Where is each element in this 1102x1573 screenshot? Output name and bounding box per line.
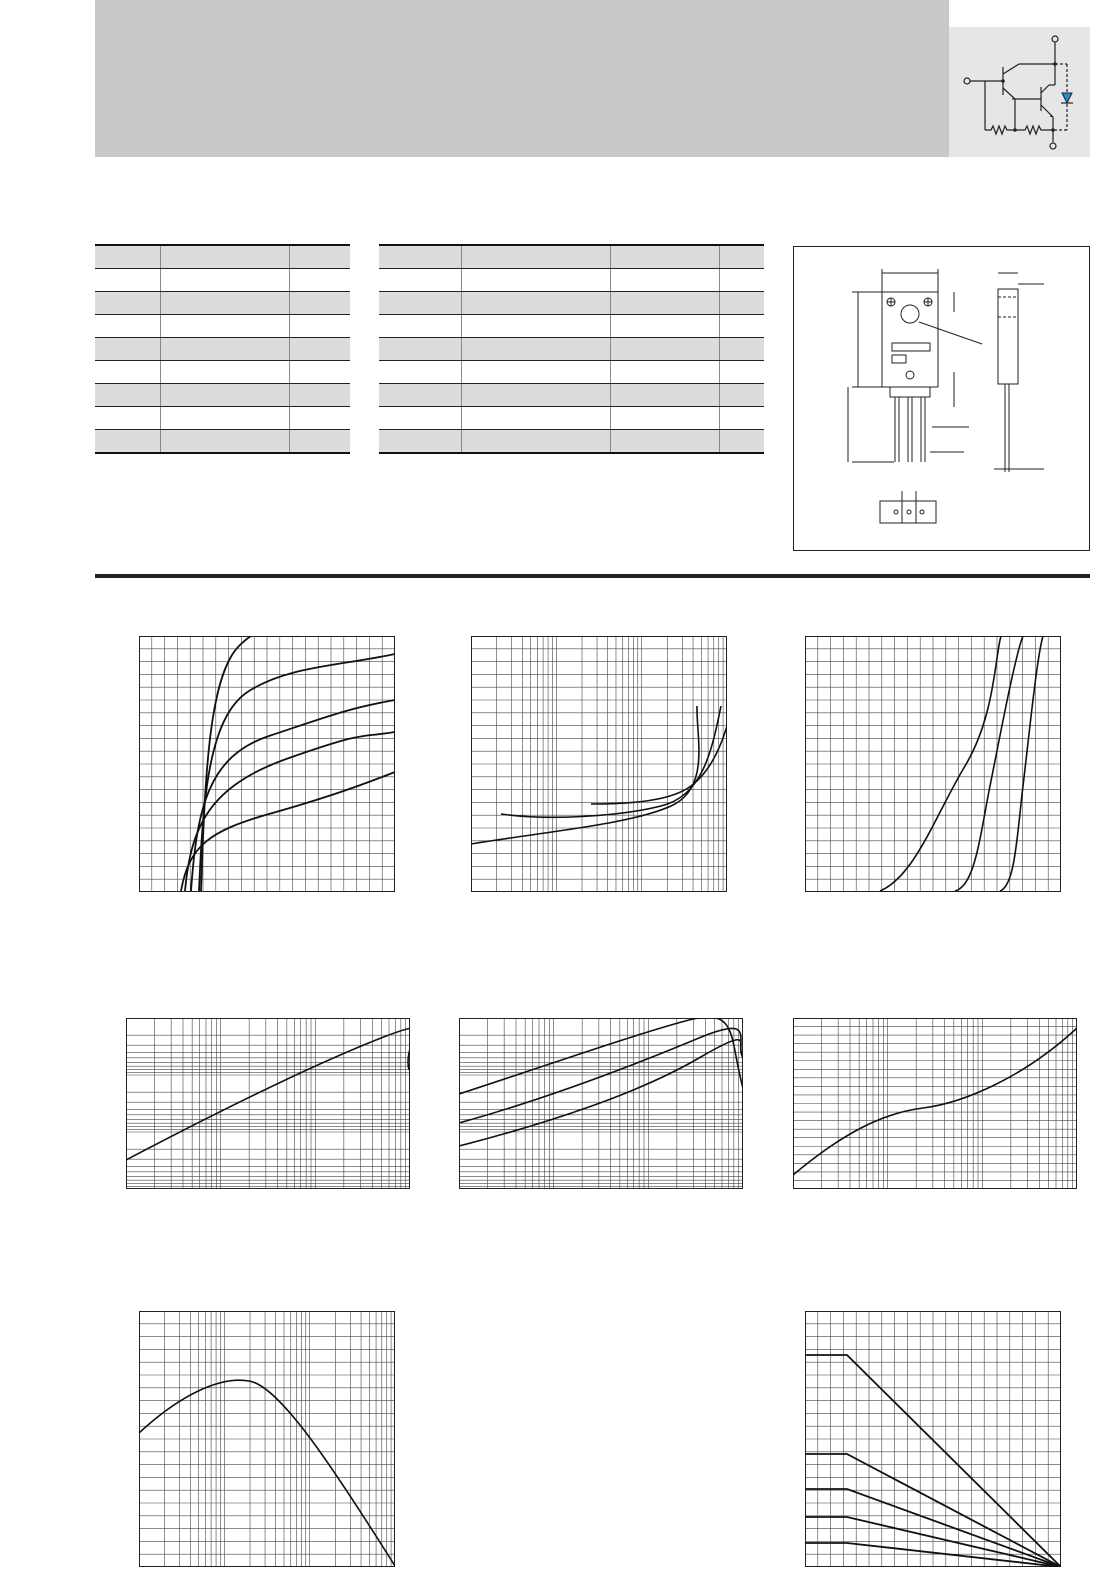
graph-hfe-ic: [126, 1018, 410, 1189]
chart-grid: [139, 1311, 395, 1567]
circuit-symbol-box: [949, 27, 1090, 157]
darlington-transistor-symbol-icon: [949, 27, 1090, 157]
graph-ic-vbe: [805, 636, 1061, 892]
chart-grid: [139, 636, 395, 892]
graph-vce-sat: [471, 636, 727, 892]
graph-transient-thermal: [139, 1311, 395, 1567]
to220-package-outline-icon: [794, 247, 1089, 550]
section-divider: [95, 574, 1090, 578]
graph-vbe-sat: [793, 1018, 1077, 1189]
graph-ic-vce: [139, 636, 395, 892]
electrical-characteristics-table: [379, 244, 764, 454]
package-outline-box: [793, 246, 1090, 551]
chart-grid: [805, 636, 1061, 892]
absolute-ratings-table: [95, 244, 350, 454]
header-band: [95, 0, 949, 157]
graph-hfe-ic-temp: [459, 1018, 743, 1189]
chart-grid: [471, 636, 727, 892]
graph-safe-operating-area: [805, 1311, 1061, 1567]
chart-grid: [793, 1018, 1077, 1189]
